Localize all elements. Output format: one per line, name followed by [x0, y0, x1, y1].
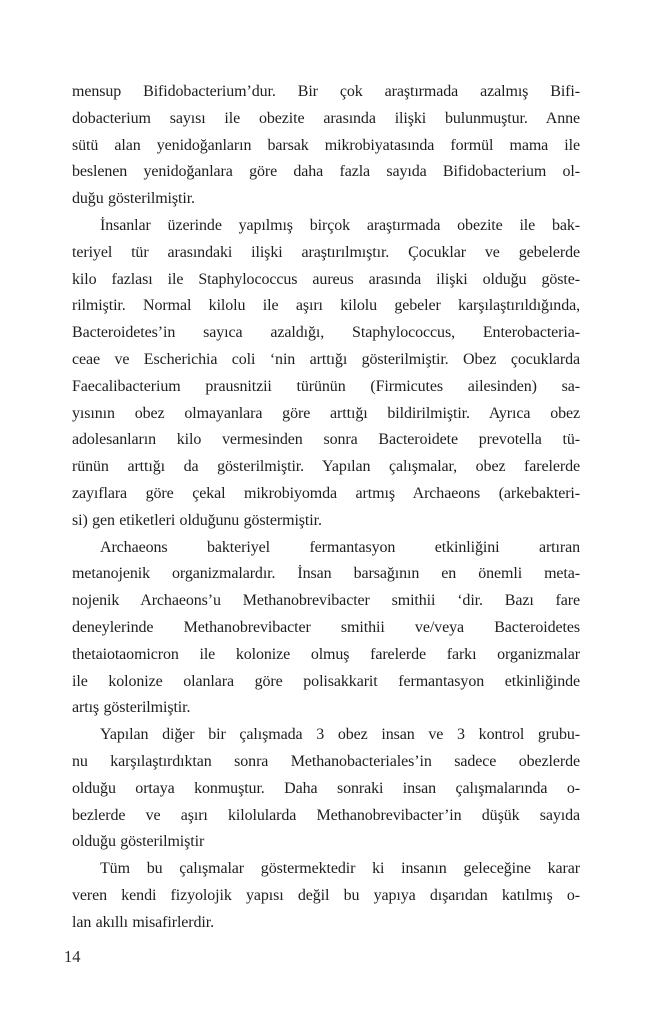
- text-line: metanojenik organizmalardır. İnsan barsağının en önemli meta-: [72, 565, 580, 583]
- text-line: rünün arttığı da gösterilmiştir. Yapılan çalışmalar, obez farelerde: [72, 458, 580, 476]
- text-line: ile kolonize olanlara göre polisakkarit fermantasyon etkinliğinde: [72, 672, 580, 690]
- page-number: 14: [64, 947, 81, 966]
- text-line: sütü alan yenidoğanların barsak mikrobiyatasında formül mama ile: [72, 136, 580, 154]
- text-line: ceae ve Escherichia coli ‘nin arttığı gösterilmiştir. Obez çocuklarda: [72, 350, 580, 368]
- text-line: bezlerde ve aşırı kilolularda Methanobrevibacter’in düşük sayıda: [72, 806, 580, 824]
- text-line: rilmiştir. Normal kilolu ile aşırı kilolu gebeler karşılaştırıldığında,: [72, 297, 580, 315]
- text-line: artış gösterilmiştir.: [72, 699, 191, 717]
- paragraph: [72, 535, 580, 723]
- text-line: teriyel tür arasındaki ilişki araştırılmıştır. Çocuklar ve gebelerde: [72, 243, 580, 261]
- text-line: Faecalibacterium prausnitzii türünün (Firmicutes ailesinden) sa-: [72, 377, 580, 395]
- text-line: Archaeons bakteriyel fermantasyon etkinliğini artıran: [100, 538, 580, 556]
- text-line: deneylerinde Methanobrevibacter smithii ve/veya Bacteroidetes: [72, 618, 580, 636]
- text-line: mensup Bifidobacterium’dur. Bir çok araştırmada azalmış Bifi-: [72, 83, 580, 100]
- text-line: Bacteroidetes’in sayıca azaldığı, Staphylococcus, Enterobacteria-: [72, 324, 580, 342]
- text-line: İnsanlar üzerinde yapılmış birçok araştırmada obezite ile bak-: [100, 216, 580, 234]
- paragraph: [72, 79, 580, 213]
- text-column: [72, 79, 580, 937]
- text-line: yısının obez olmayanlara göre arttığı bildirilmiştir. Ayrıca obez: [72, 404, 580, 422]
- paragraph: [72, 856, 580, 936]
- text-line: duğu gösterilmiştir.: [72, 190, 195, 208]
- paragraph: [72, 213, 580, 535]
- text-line: lan akıllı misafirlerdir.: [72, 913, 215, 931]
- text-line: adolesanların kilo vermesinden sonra Bacteroidete prevotella tü-: [72, 431, 580, 449]
- text-line: nu karşılaştırdıktan sonra Methanobacteriales’in sadece obezlerde: [72, 752, 580, 770]
- text-line: olduğu ortaya konmuştur. Daha sonraki insan çalışmalarında o-: [72, 779, 580, 797]
- text-line: beslenen yenidoğanlara göre daha fazla sayıda Bifidobacterium ol-: [72, 163, 580, 181]
- paragraph: [72, 722, 580, 856]
- text-line: olduğu gösterilmiştir: [72, 833, 205, 851]
- text-line: kilo fazlası ile Staphylococcus aureus arasında ilişki olduğu göste-: [72, 270, 580, 288]
- text-line: si) gen etiketleri olduğunu göstermiştir.: [72, 511, 322, 529]
- text-line: thetaiotaomicron ile kolonize olmuş farelerde farkı organizmalar: [72, 645, 580, 663]
- text-line: veren kendi fizyolojik yapısı değil bu yapıya dışarıdan katılmış o-: [72, 886, 580, 904]
- text-line: Tüm bu çalışmalar göstermektedir ki insanın geleceğine karar: [100, 860, 580, 878]
- text-line: zayıflara göre çekal mikrobiyomda artmış Archaeons (arkebakteri-: [72, 484, 580, 502]
- text-line: dobacterium sayısı ile obezite arasında ilişki bulunmuştur. Anne: [72, 109, 580, 127]
- text-line: Yapılan diğer bir çalışmada 3 obez insan ve 3 kontrol grubu-: [100, 726, 580, 744]
- text-line: nojenik Archaeons’u Methanobrevibacter smithii ‘dir. Bazı fare: [72, 592, 580, 610]
